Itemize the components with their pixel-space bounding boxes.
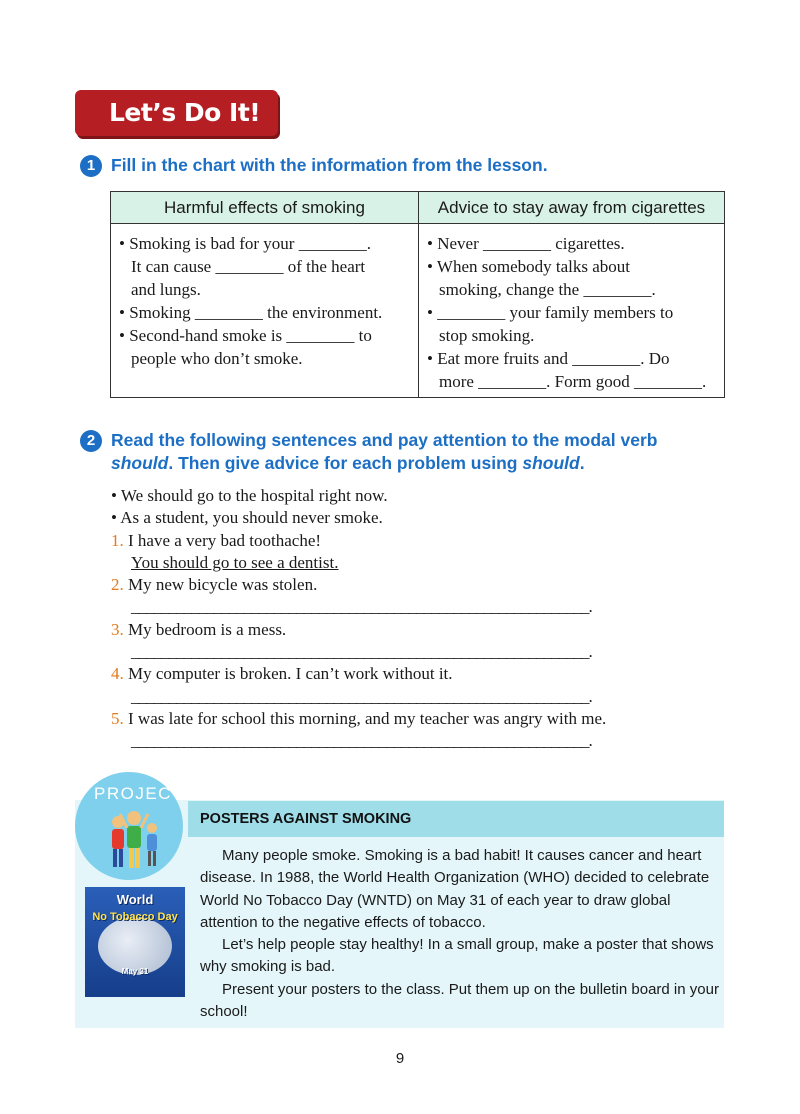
answer-blank[interactable]: _____________________________________________________________.	[131, 686, 592, 706]
section-1-instruction: Fill in the chart with the information from the lesson.	[111, 155, 548, 175]
problem-text: My new bicycle was stolen.	[128, 575, 318, 595]
project-label: PROJECT	[94, 784, 184, 803]
project-paragraph: Present your posters to the class. Put them up on the bulletin board in your school!	[200, 980, 719, 1021]
answer-blank[interactable]: _____________________________________________________________.	[131, 642, 592, 662]
project-paragraph: Many people smoke. Smoking is a bad habit! It causes cancer and heart disease. In 1988, the World Health Organization (WHO) decided to celebrate World No Tobacco Day (WNTD) on May 31 of each year to draw global attention to the negative effects of tobacco.	[200, 847, 710, 931]
poster-title-line2: No Tobacco Day	[92, 911, 178, 923]
item-number: 4.	[111, 664, 124, 684]
list-item: stop smoking.	[439, 326, 535, 345]
problem-text: I have a very bad toothache!	[128, 530, 322, 550]
problem-text: I was late for school this morning, and my teacher was angry with me.	[128, 708, 607, 728]
list-item: • Smoking ________ the environment.	[119, 303, 383, 322]
instruction-text: . Then give advice for each problem using	[168, 453, 523, 473]
exercise-2	[111, 485, 731, 753]
project-description	[200, 845, 720, 1023]
problem-item	[111, 619, 731, 641]
answer-blank[interactable]: _____________________________________________________________.	[131, 597, 592, 617]
list-item: • ________ your family members to	[427, 303, 674, 322]
list-item: It can cause ________ of the heart	[131, 257, 366, 276]
item-number: 1.	[111, 530, 124, 550]
problem-item	[111, 574, 731, 596]
advice-cell	[419, 224, 725, 398]
header-advice: Advice to stay away from cigarettes	[419, 192, 725, 224]
problem-text: My bedroom is a mess.	[128, 619, 287, 639]
list-item: and lungs.	[131, 280, 201, 299]
poster-title-line1: World	[116, 892, 154, 907]
kids-illustration	[98, 808, 168, 878]
header-harmful-effects: Harmful effects of smoking	[111, 192, 419, 224]
project-paragraph: Let’s help people stay healthy! In a small group, make a poster that shows why smoking is bad.	[200, 936, 714, 976]
lets-do-it-banner: Let’s Do It!	[75, 90, 278, 136]
section-2-badge: 2	[80, 430, 102, 452]
list-item: people who don’t smoke.	[131, 349, 303, 368]
list-item: more ________. Form good ________.	[439, 372, 707, 391]
list-item: • Smoking is bad for your ________.	[119, 234, 371, 253]
sample-answer: You should go to see a dentist.	[131, 552, 339, 572]
fill-in-chart	[110, 191, 725, 398]
example-sentence: • We should go to the hospital right now.	[111, 486, 388, 505]
problem-item	[111, 708, 731, 730]
item-number: 5.	[111, 708, 124, 728]
section-1-badge: 1	[80, 155, 102, 177]
no-tobacco-day-poster	[85, 887, 185, 997]
instruction-line-1: Read the following sentences and pay attention to the modal verb	[111, 430, 658, 450]
modal-verb: should	[111, 453, 169, 473]
page-number: 9	[395, 1050, 405, 1067]
instruction-end: .	[579, 453, 585, 473]
list-item: • Second-hand smoke is ________ to	[119, 326, 372, 345]
list-item: • Never ________ cigarettes.	[427, 234, 625, 253]
problem-item	[111, 530, 731, 552]
item-number: 3.	[111, 619, 124, 639]
modal-verb: should	[522, 453, 580, 473]
item-number: 2.	[111, 575, 124, 595]
project-heading: POSTERS AGAINST SMOKING	[188, 801, 724, 837]
harmful-effects-cell	[111, 224, 419, 398]
problem-item	[111, 663, 731, 685]
list-item: • When somebody talks about	[427, 257, 630, 276]
example-sentence: • As a student, you should never smoke.	[111, 508, 383, 528]
instruction-line-2	[111, 452, 731, 475]
section-2-instruction	[111, 429, 731, 475]
poster-date: May 31	[121, 967, 149, 976]
list-item: • Eat more fruits and ________. Do	[427, 349, 670, 368]
list-item: smoking, change the ________.	[439, 280, 656, 299]
problem-text: My computer is broken. I can’t work without it.	[128, 664, 453, 684]
answer-blank[interactable]: _____________________________________________________________.	[131, 731, 592, 751]
